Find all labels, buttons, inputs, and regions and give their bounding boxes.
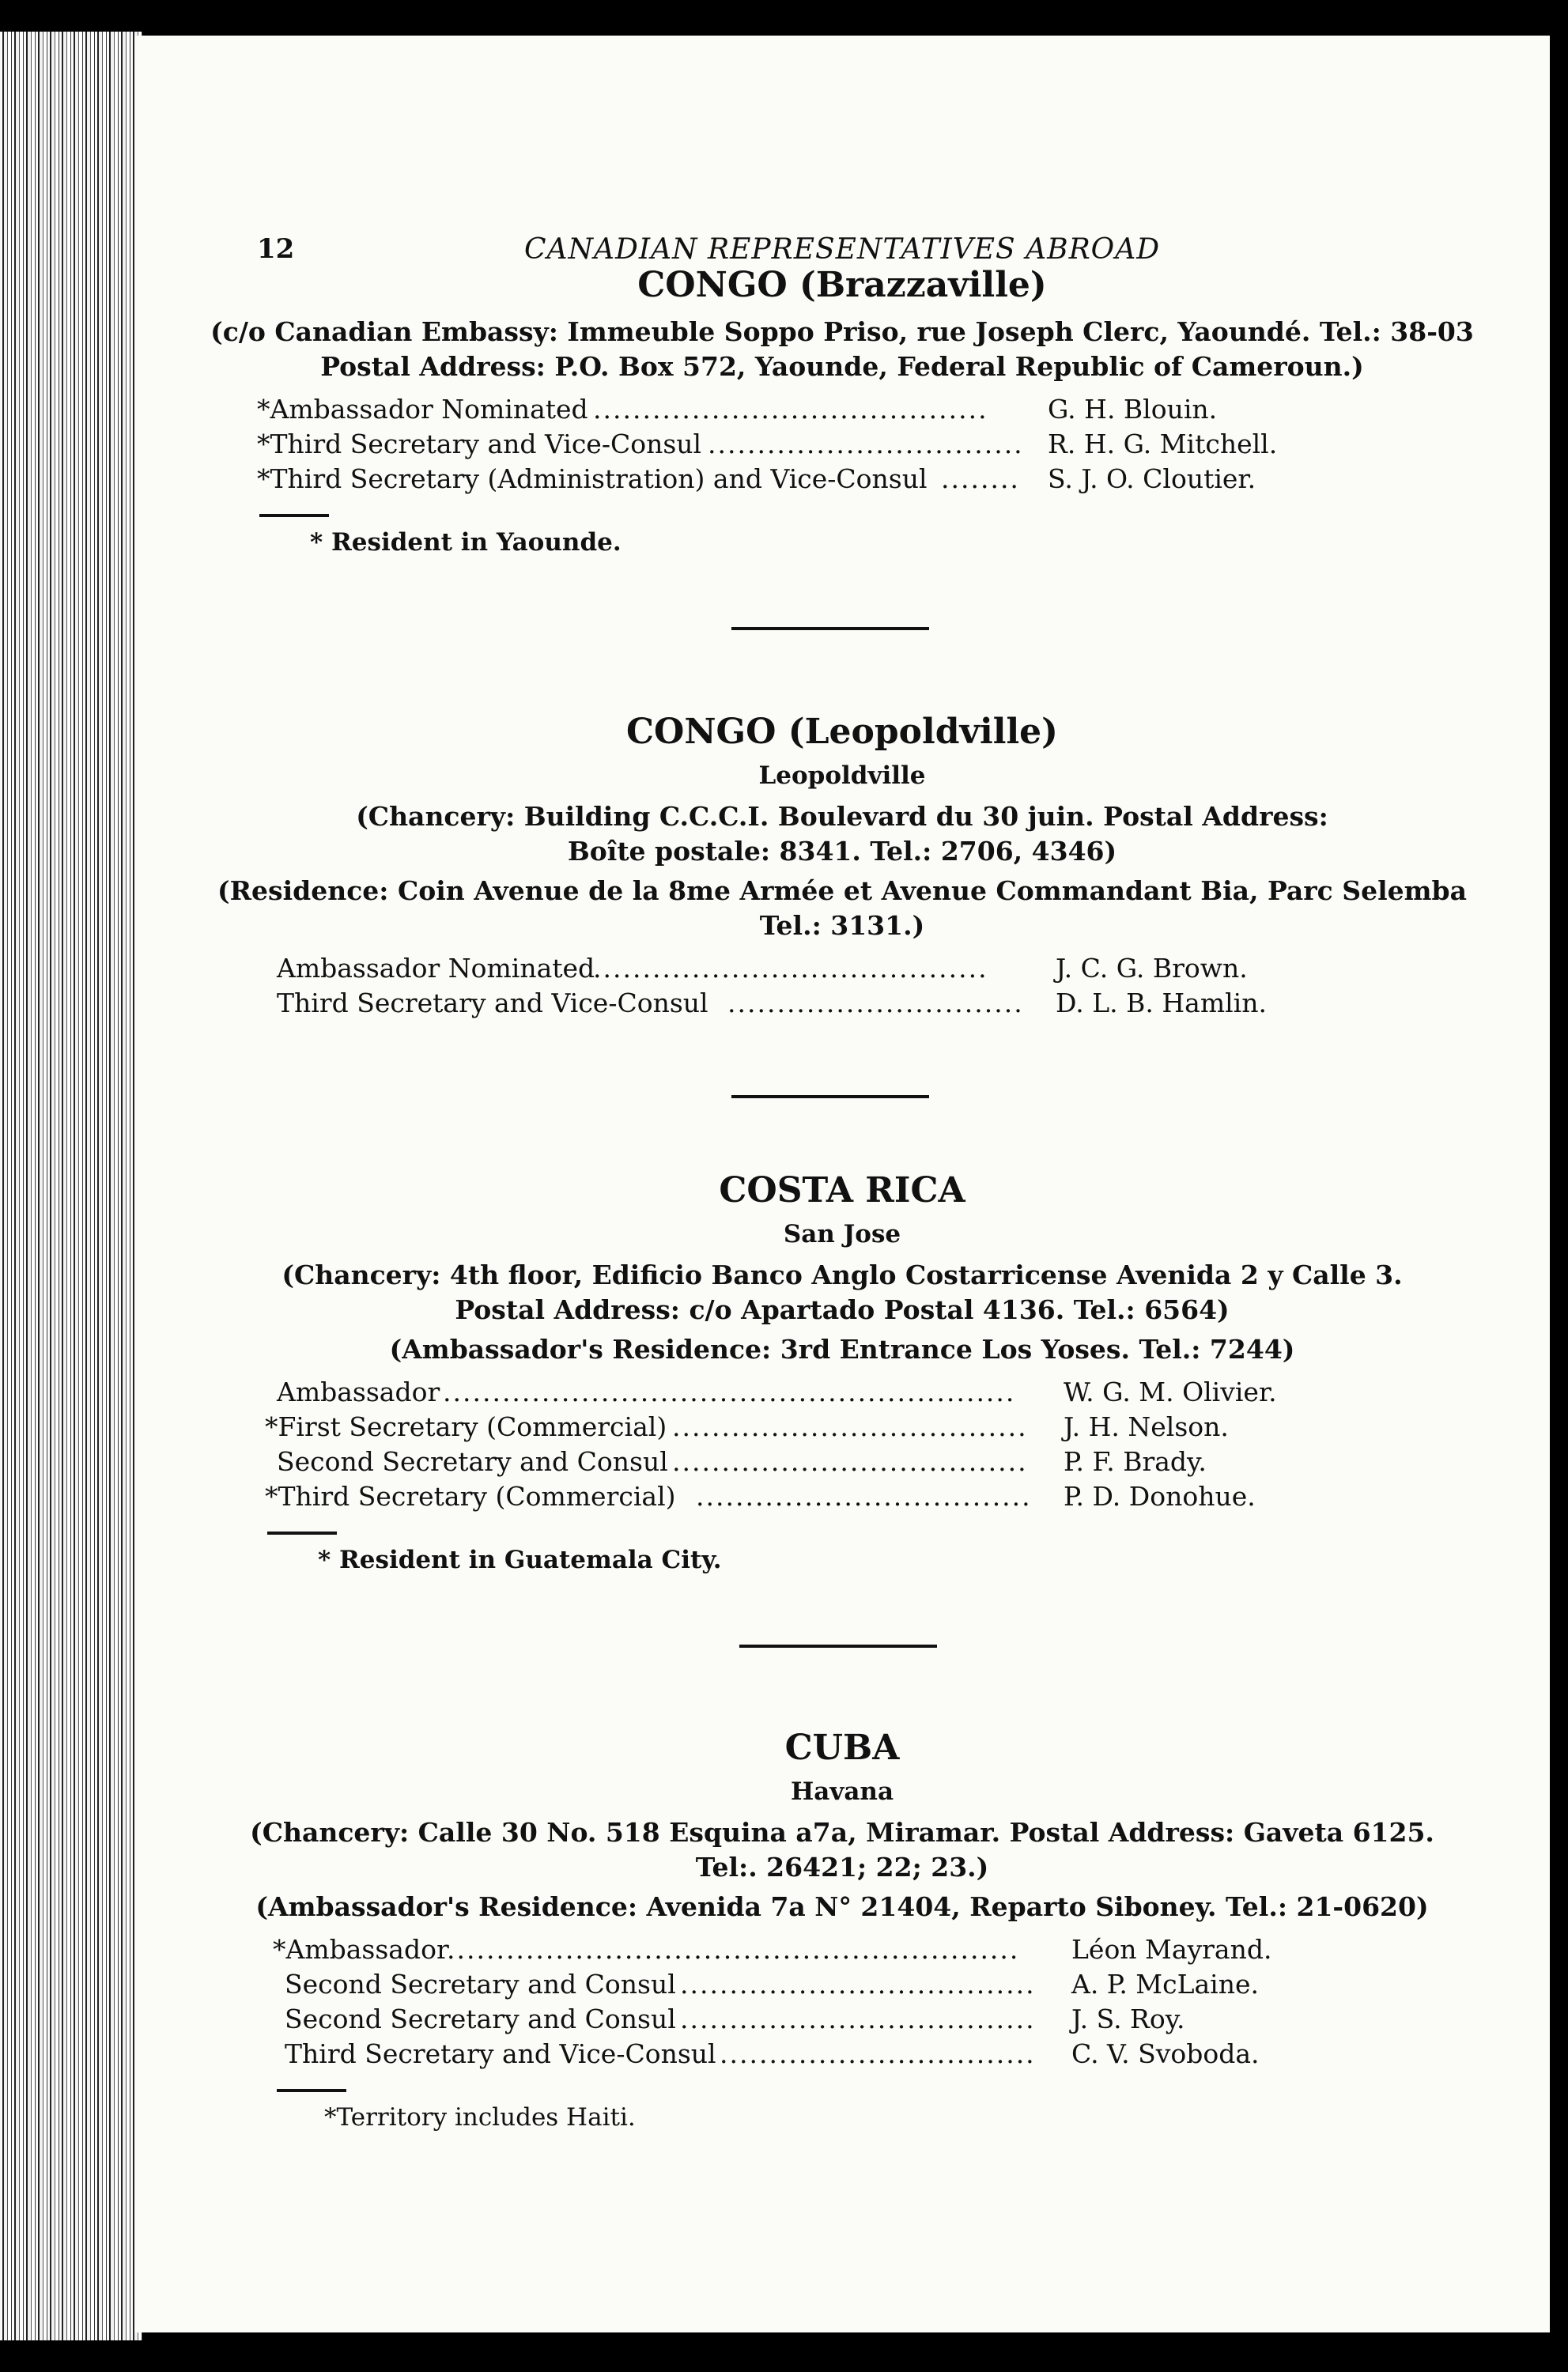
staff-name: P. D. Donohue. xyxy=(1064,1481,1256,1512)
leader-dots: ........ xyxy=(941,463,1020,494)
city-heading: Havana xyxy=(790,1777,894,1806)
staff-name: W. G. M. Olivier. xyxy=(1064,1377,1277,1407)
page-number: 12 xyxy=(257,233,295,265)
staff-name: D. L. B. Hamlin. xyxy=(1056,988,1267,1018)
staff-row xyxy=(134,1446,1550,1481)
staff-list xyxy=(134,394,1550,498)
staff-title: *Ambassador Nominated xyxy=(257,394,588,425)
country-heading: CUBA xyxy=(784,1728,900,1768)
staff-row xyxy=(134,2038,1550,2073)
section-separator xyxy=(731,627,929,630)
staff-name: G. H. Blouin. xyxy=(1048,394,1218,425)
staff-row xyxy=(134,988,1550,1022)
city-heading: Leopoldville xyxy=(758,761,926,790)
leader-dots: .......................................................... xyxy=(447,1934,1020,1965)
address-line: Tel.: 3131.) xyxy=(759,910,925,941)
staff-name: J. S. Roy. xyxy=(1071,2004,1185,2034)
staff-title: Second Secretary and Consul xyxy=(285,2004,676,2034)
staff-name: Léon Mayrand. xyxy=(1071,1934,1272,1965)
country-heading: CONGO (Leopoldville) xyxy=(625,712,1058,752)
staff-name: R. H. G. Mitchell. xyxy=(1048,429,1278,459)
address-line: Tel:. 26421; 22; 23.) xyxy=(695,1852,989,1883)
leader-dots: ........................................ xyxy=(593,953,988,984)
staff-list xyxy=(134,1934,1550,2073)
staff-title: *Third Secretary (Administration) and Vice-Consul xyxy=(257,463,928,494)
section-costa-rica xyxy=(134,1170,1550,1574)
staff-title: *Ambassador xyxy=(273,1934,449,1965)
staff-title: Second Secretary and Consul xyxy=(285,1969,676,2000)
staff-name: A. P. McLaine. xyxy=(1071,1969,1259,2000)
staff-row xyxy=(134,1411,1550,1446)
staff-title: Third Secretary and Vice-Consul xyxy=(285,2038,716,2069)
section-congo-leopoldville xyxy=(134,712,1550,1022)
country-heading: CONGO (Brazzaville) xyxy=(637,265,1047,305)
leader-dots: .................................. xyxy=(696,1481,1032,1512)
address-line: Postal Address: c/o Apartado Postal 4136. Tel.: 6564) xyxy=(455,1294,1230,1325)
footnote: * Resident in Yaounde. xyxy=(310,528,622,557)
staff-title: *Third Secretary (Commercial) xyxy=(265,1481,676,1512)
staff-name: S. J. O. Cloutier. xyxy=(1048,463,1256,494)
section-separator xyxy=(739,1645,937,1648)
staff-name: J. C. G. Brown. xyxy=(1056,953,1248,984)
staff-row xyxy=(134,2004,1550,2038)
book-spine-edge xyxy=(0,32,142,2340)
footnote-rule xyxy=(267,1532,337,1535)
leader-dots: .............................. xyxy=(727,988,1024,1018)
staff-title: Ambassador xyxy=(277,1377,440,1407)
staff-name: C. V. Svoboda. xyxy=(1071,2038,1260,2069)
section-congo-brazzaville xyxy=(134,265,1550,557)
footnote: * Resident in Guatemala City. xyxy=(318,1546,722,1574)
staff-list xyxy=(134,1377,1550,1516)
staff-row xyxy=(134,429,1550,463)
leader-dots: ................................ xyxy=(708,429,1024,459)
address-line: (Chancery: Calle 30 No. 518 Esquina a7a, Miramar. Postal Address: Gaveta 6125. xyxy=(250,1817,1434,1848)
country-heading: COSTA RICA xyxy=(719,1170,965,1211)
city-heading: San Jose xyxy=(783,1220,901,1248)
leader-dots: .................................... xyxy=(672,1411,1028,1442)
footnote-rule xyxy=(277,2089,346,2092)
leader-dots: .................................... xyxy=(680,1969,1036,2000)
footnote: *Territory includes Haiti. xyxy=(324,2103,636,2132)
section-separator xyxy=(731,1095,929,1098)
staff-title: *Third Secretary and Vice-Consul xyxy=(257,429,702,459)
leader-dots: .......................................................... xyxy=(443,1377,1016,1407)
staff-row xyxy=(134,1969,1550,2004)
address-line: (Residence: Coin Avenue de la 8me Armée et Avenue Commandant Bia, Parc Selemba xyxy=(217,875,1467,906)
staff-title: Third Secretary and Vice-Consul xyxy=(277,988,708,1018)
staff-row xyxy=(134,1377,1550,1411)
staff-row xyxy=(134,1934,1550,1969)
staff-row xyxy=(134,1481,1550,1516)
running-title: CANADIAN REPRESENTATIVES ABROAD xyxy=(523,233,1161,266)
leader-dots: .................................... xyxy=(672,1446,1028,1477)
leader-dots: ........................................ xyxy=(593,394,988,425)
staff-title: Ambassador Nominated xyxy=(277,953,595,984)
address-line: Postal Address: P.O. Box 572, Yaounde, Federal Republic of Cameroun.) xyxy=(320,351,1364,382)
address-line: (Ambassador's Residence: 3rd Entrance Los Yoses. Tel.: 7244) xyxy=(389,1334,1295,1365)
leader-dots: ................................ xyxy=(720,2038,1036,2069)
address-line: (Chancery: Building C.C.C.I. Boulevard du 30 juin. Postal Address: xyxy=(356,801,1328,832)
staff-name: J. H. Nelson. xyxy=(1064,1411,1229,1442)
section-cuba xyxy=(134,1728,1550,2132)
staff-title: Second Secretary and Consul xyxy=(277,1446,668,1477)
staff-title: *First Secretary (Commercial) xyxy=(265,1411,667,1442)
address-line: (Chancery: 4th floor, Edificio Banco Anglo Costarricense Avenida 2 y Calle 3. xyxy=(281,1260,1403,1290)
address-line: Boîte postale: 8341. Tel.: 2706, 4346) xyxy=(567,836,1117,867)
page-sheet xyxy=(134,36,1550,2332)
address-line: (c/o Canadian Embassy: Immeuble Soppo Priso, rue Joseph Clerc, Yaoundé. Tel.: 38-03 xyxy=(210,316,1474,347)
address-line: (Ambassador's Residence: Avenida 7a N° 21404, Reparto Siboney. Tel.: 21-0620) xyxy=(255,1891,1429,1922)
footnote-rule xyxy=(259,514,329,517)
staff-row xyxy=(134,394,1550,429)
staff-row xyxy=(134,463,1550,498)
staff-name: P. F. Brady. xyxy=(1064,1446,1207,1477)
staff-list xyxy=(134,953,1550,1022)
leader-dots: .................................... xyxy=(680,2004,1036,2034)
staff-row xyxy=(134,953,1550,988)
